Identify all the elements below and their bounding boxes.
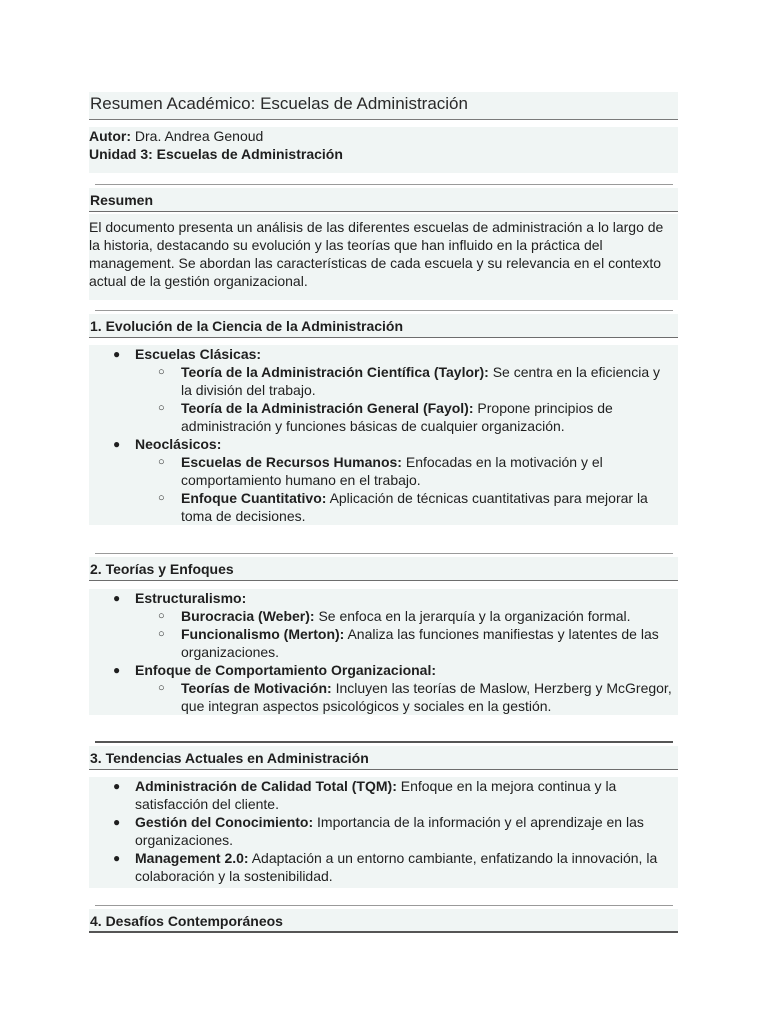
section-4-heading: 4. Desafíos Contemporáneos [89, 909, 678, 933]
list-item: ● Administración de Calidad Total (TQM): Enfoque en la mejora continua y la satisfacción del cliente. [113, 778, 617, 812]
list-item: ● Neoclásicos: [113, 436, 222, 452]
list-item: ○ Escuelas de Recursos Humanos: Enfocadas en la motivación y el comportamiento humano en el trabajo. [158, 454, 603, 488]
section-1-list [89, 345, 678, 525]
list-item: ● Management 2.0: Adaptación a un entorno cambiante, enfatizando la innovación, la colaboración y la sostenibilidad. [113, 850, 658, 884]
list-item: ○ Enfoque Cuantitativo: Aplicación de técnicas cuantitativas para mejorar la toma de decisiones. [158, 490, 648, 524]
section-3-list [89, 777, 678, 888]
summary-paragraph: El documento presenta un análisis de las diferentes escuelas de administración a lo largo de la historia, destacando su evolución y las teorías que han influido en la práctica del management. Se abordan las características de cada escuela y su relevancia en el contexto actual de la gestión organizacional. [89, 214, 678, 300]
unit-line [89, 145, 678, 163]
section-2-heading: 2. Teorías y Enfoques [89, 557, 678, 581]
author-name: Dra. Andrea Genoud [134, 128, 264, 144]
list-item: ● Gestión del Conocimiento: Importancia de la información y el aprendizaje en las organizaciones. [113, 814, 644, 848]
summary-heading: Resumen [89, 188, 678, 212]
author-line [89, 127, 678, 145]
divider [95, 553, 673, 554]
list-item: ● Enfoque de Comportamiento Organizacional: [113, 662, 437, 678]
divider [95, 310, 673, 311]
document-meta [89, 127, 678, 173]
divider [95, 184, 673, 185]
section-1-heading: 1. Evolución de la Ciencia de la Administración [89, 314, 678, 338]
list-item: ● Estructuralismo: [113, 590, 247, 606]
document-title: Resumen Académico: Escuelas de Administración [89, 92, 678, 120]
list-item: ○ Teoría de la Administración Científica (Taylor): Se centra en la eficiencia y la división del trabajo. [158, 364, 661, 398]
unit-title: Unidad 3: Escuelas de Administración [89, 146, 343, 162]
list-item: ○ Teoría de la Administración General (Fayol): Propone principios de administración y funciones básicas de cualquier organización. [158, 400, 613, 434]
list-item: ○ Teorías de Motivación: Incluyen las teorías de Maslow, Herzberg y McGregor, que integran aspectos psicológicos y sociales en la gestión. [158, 680, 672, 714]
list-item: ● Escuelas Clásicas: [113, 346, 262, 362]
section-3-heading: 3. Tendencias Actuales en Administración [89, 746, 678, 770]
divider [95, 741, 673, 743]
author-label: Autor: [89, 128, 131, 144]
divider [95, 905, 673, 906]
section-2-list [89, 589, 678, 715]
list-item: ○ Burocracia (Weber): Se enfoca en la jerarquía y la organización formal. [158, 608, 631, 624]
list-item: ○ Funcionalismo (Merton): Analiza las funciones manifiestas y latentes de las organizaciones. [158, 626, 659, 660]
